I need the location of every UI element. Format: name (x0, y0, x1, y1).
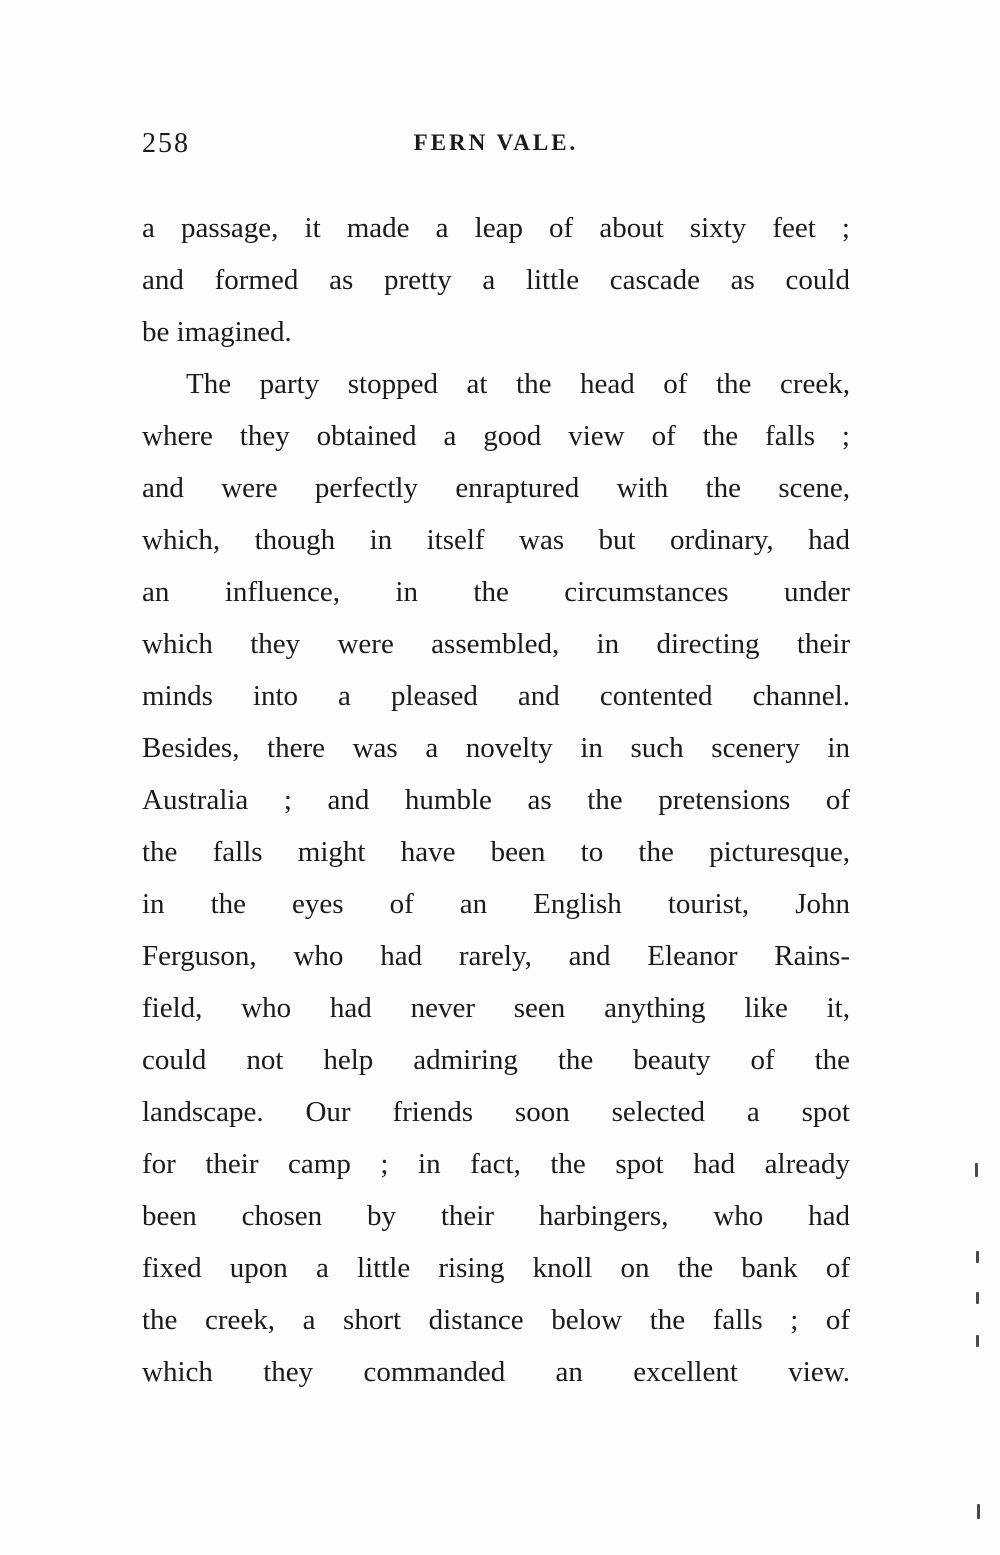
scan-artifact (977, 1504, 980, 1519)
page-header (142, 126, 850, 166)
scan-artifact (975, 1163, 978, 1177)
text-line: field, who had never seen anything like it, (142, 992, 850, 1024)
paragraph (142, 202, 850, 358)
scan-artifact (976, 1292, 979, 1304)
text-line: landscape. Our friends soon selected a spot (142, 1096, 850, 1128)
text-line: could not help admiring the beauty of the (142, 1044, 850, 1076)
text-line: a passage, it made a leap of about sixty feet ; (142, 212, 850, 244)
running-title: FERN VALE. (413, 130, 579, 155)
text-line: which they were assembled, in directing their (142, 628, 850, 660)
page-number: 258 (142, 128, 190, 159)
text-line: Australia ; and humble as the pretensions of (142, 784, 850, 816)
text-line: been chosen by their harbingers, who had (142, 1200, 850, 1232)
scan-artifact (976, 1251, 979, 1263)
text-line: which they commanded an excellent view. (142, 1356, 850, 1388)
text-line: for their camp ; in fact, the spot had already (142, 1148, 850, 1180)
text-line: be imagined. (142, 316, 292, 348)
paragraph (142, 358, 850, 1398)
text-line: The party stopped at the head of the creek, (186, 368, 850, 400)
text-line: in the eyes of an English tourist, John (142, 888, 850, 920)
text-line: fixed upon a little rising knoll on the bank of (142, 1252, 850, 1284)
text-line: an influence, in the circumstances under (142, 576, 850, 608)
text-line: Besides, there was a novelty in such scenery in (142, 732, 850, 764)
text-line: minds into a pleased and contented channel. (142, 680, 850, 712)
text-line: and formed as pretty a little cascade as could (142, 264, 850, 296)
text-line: where they obtained a good view of the falls ; (142, 420, 850, 452)
text-line: and were perfectly enraptured with the scene, (142, 472, 850, 504)
page-body (142, 202, 850, 1398)
text-line: Ferguson, who had rarely, and Eleanor Rains- (142, 940, 850, 972)
scan-artifact (976, 1335, 979, 1347)
text-line: which, though in itself was but ordinary, had (142, 524, 850, 556)
text-line: the falls might have been to the picturesque, (142, 836, 850, 868)
text-line: the creek, a short distance below the falls ; of (142, 1304, 850, 1336)
